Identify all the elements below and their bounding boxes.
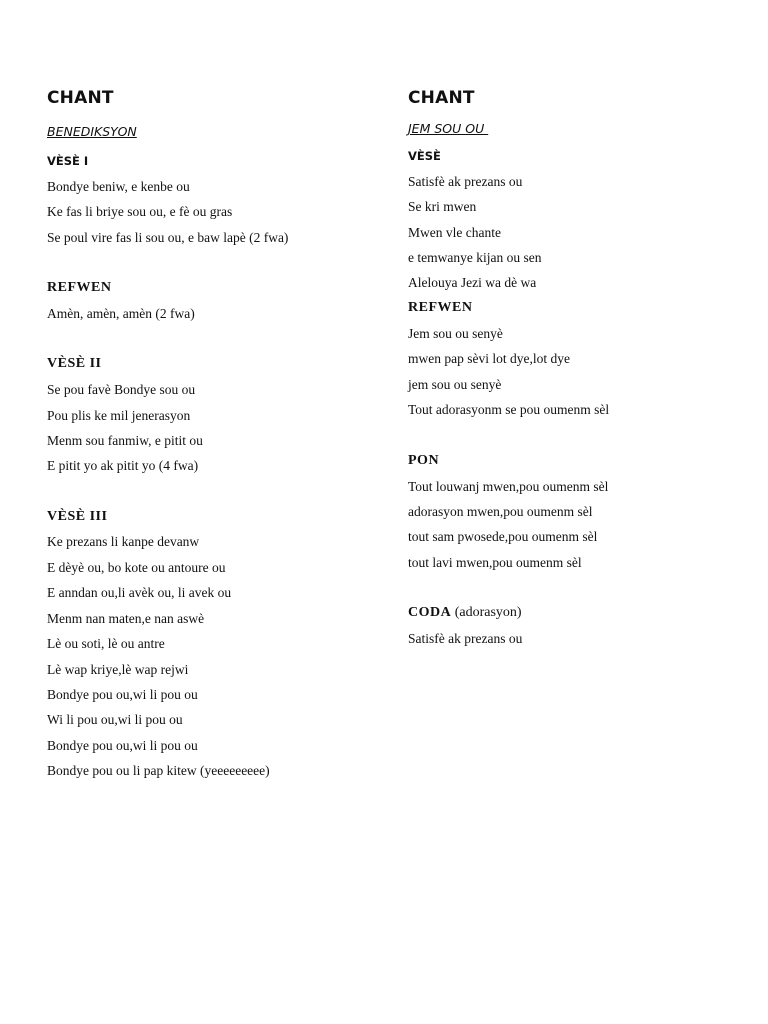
verse-heading: VÈSÈ [408,149,441,163]
refrain-heading: REFWEN [408,300,473,315]
lyric-line: Menm nan maten,e nan aswè [47,611,205,626]
song-subtitle: JEM SOU OU [408,121,489,136]
lyric-line: Pou plis ke mil jenerasyon [47,408,191,423]
lyric-line: Bondye pou ou li pap kitew (yeeeeeeeee) [47,763,270,778]
song-title: CHANT [47,88,114,108]
lyric-line: Tout louwanj mwen,pou oumenm sèl [408,479,609,494]
lyric-line: Satisfè ak prezans ou [408,174,523,189]
lyric-line: Lè ou soti, lè ou antre [47,636,165,651]
lyric-line: tout lavi mwen,pou oumenm sèl [408,555,582,570]
lyric-line: Menm sou fanmiw, e pitit ou [47,433,203,448]
lyric-line: Se kri mwen [408,199,477,214]
lyric-line: E dèyè ou, bo kote ou antoure ou [47,560,226,575]
bridge-heading: PON [408,453,440,468]
verse-3-heading: VÈSÈ III [47,509,108,524]
verse-1-heading: VÈSÈ I [47,154,89,168]
lyric-line: E anndan ou,li avèk ou, li avek ou [47,585,232,600]
song-subtitle: BENEDIKSYON [47,124,137,139]
lyric-line: Satisfè ak prezans ou [408,631,523,646]
lyric-line: tout sam pwosede,pou oumenm sèl [408,529,598,544]
coda-heading [408,605,522,621]
coda-label: CODA [408,605,452,620]
lyric-line: adorasyon mwen,pou oumenm sèl [408,504,593,519]
verse-2-heading: VÈSÈ II [47,356,102,371]
lyric-line: Lè wap kriye,lè wap rejwi [47,662,189,677]
refrain-heading: REFWEN [47,280,112,295]
lyric-line: Bondye pou ou,wi li pou ou [47,738,198,753]
lyric-line: Ke prezans li kanpe devanw [47,534,200,549]
lyric-line: mwen pap sèvi lot dye,lot dye [408,351,570,366]
lyric-line: Se poul vire fas li sou ou, e baw lapè (2 fwa) [47,230,289,245]
lyric-line: jem sou ou senyè [408,377,502,392]
lyric-line: Amèn, amèn, amèn (2 fwa) [47,306,195,321]
lyric-line: Wi li pou ou,wi li pou ou [47,712,183,727]
lyric-line: Ke fas li briye sou ou, e fè ou gras [47,204,233,219]
coda-note: (adorasyon) [451,605,522,620]
lyric-line: Bondye beniw, e kenbe ou [47,179,190,194]
song-title: CHANT [408,88,475,108]
lyric-line: Mwen vle chante [408,225,501,240]
lyric-line: E pitit yo ak pitit yo (4 fwa) [47,458,199,473]
lyric-line: Bondye pou ou,wi li pou ou [47,687,198,702]
lyric-line: e temwanye kijan ou sen [408,250,542,265]
lyric-line: Se pou favè Bondye sou ou [47,382,196,397]
lyric-line: Tout adorasyonm se pou oumenm sèl [408,402,610,417]
lyric-line: Jem sou ou senyè [408,326,503,341]
lyric-line: Alelouya Jezi wa dè wa [408,275,537,290]
